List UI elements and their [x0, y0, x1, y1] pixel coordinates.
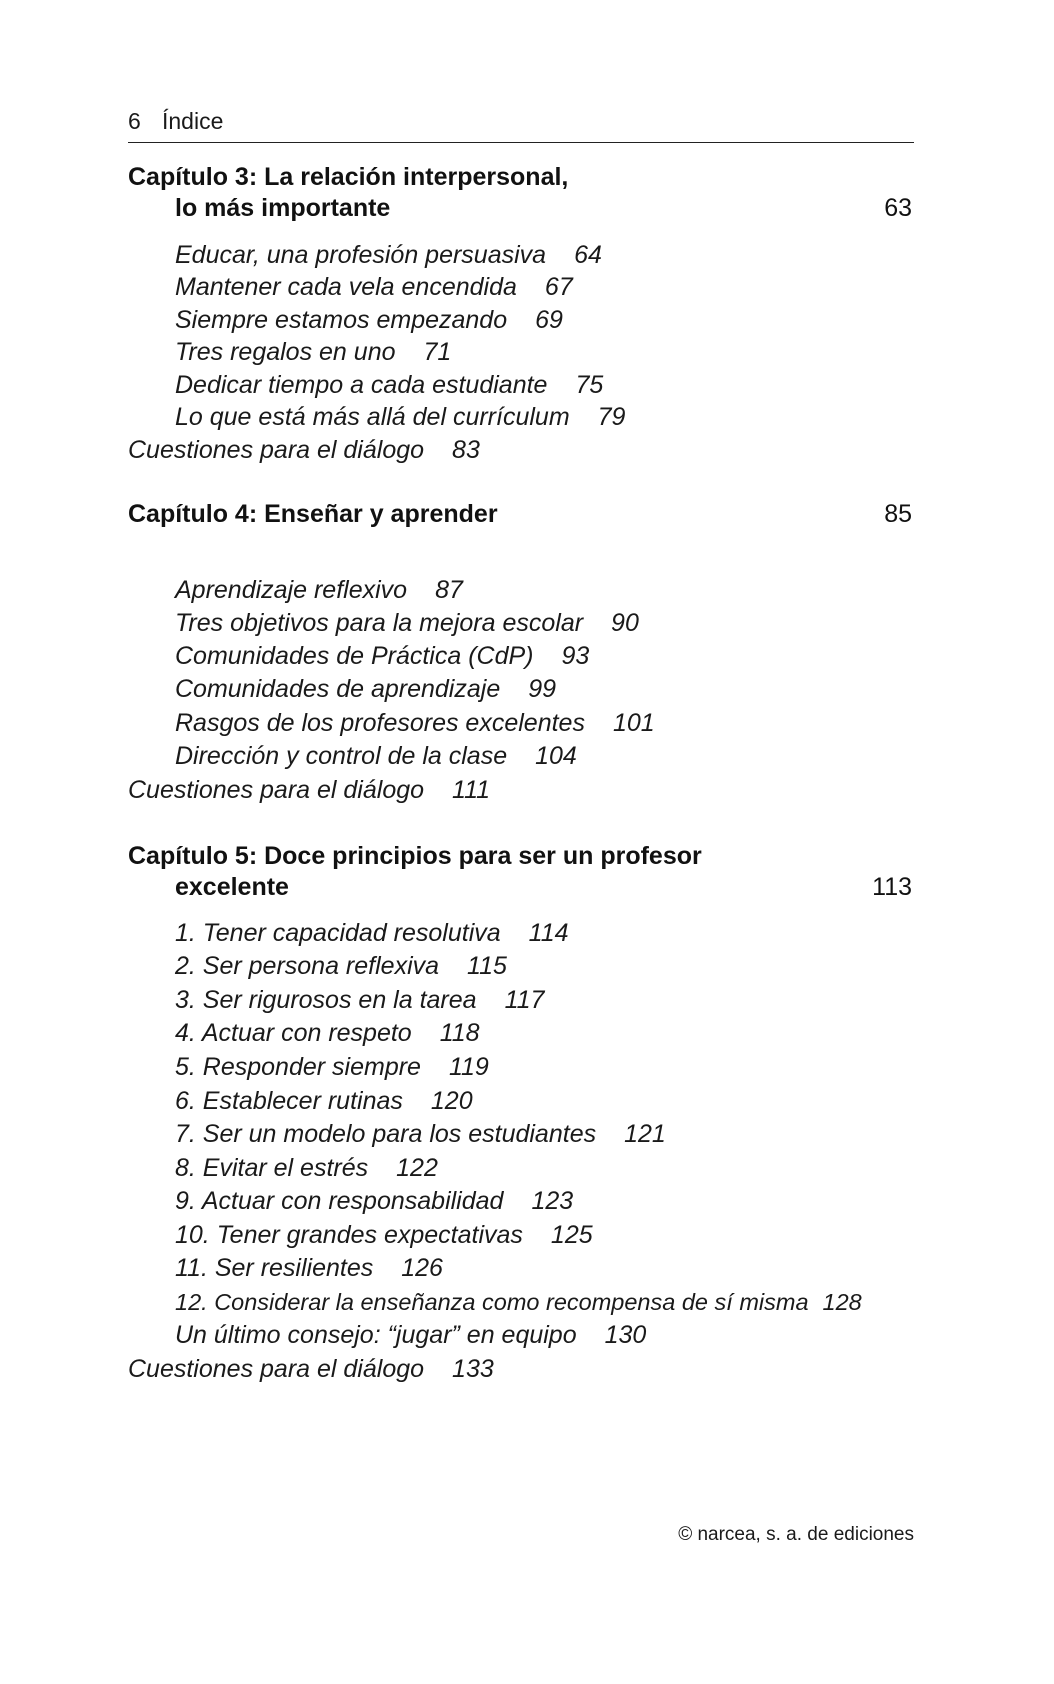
entry-text: Un último consejo: “jugar” en equipo [175, 1321, 577, 1349]
entry-page: 123 [531, 1187, 574, 1215]
entry-text: 7. Ser un modelo para los estudiantes [175, 1120, 597, 1148]
entry-text: 3. Ser rigurosos en la tarea [175, 986, 477, 1014]
toc-entry[interactable] [175, 368, 603, 402]
entry-page: 69 [535, 306, 563, 334]
entry-page: 117 [504, 986, 545, 1014]
toc-entry[interactable] [175, 335, 451, 369]
toc-entry[interactable] [175, 1016, 480, 1050]
entry-text: Comunidades de Práctica (CdP) [175, 642, 534, 670]
chapter-page: 85 [884, 500, 912, 528]
entry-page: 90 [611, 609, 639, 637]
entry-text: 11. Ser resilientes [175, 1254, 374, 1282]
entry-page: 126 [401, 1254, 443, 1282]
chapter-page: 113 [872, 873, 912, 901]
entry-text: Tres objetivos para la mejora escolar [175, 609, 584, 637]
chapter-5-heading[interactable] [128, 841, 916, 903]
entry-text: Tres regalos en uno [175, 338, 396, 366]
entry-page: 104 [535, 742, 577, 770]
entry-page: 121 [624, 1120, 666, 1148]
entry-page: 64 [574, 241, 602, 269]
entry-text: 4. Actuar con respeto [175, 1019, 412, 1047]
entry-page: 130 [604, 1321, 647, 1349]
entry-text: Lo que está más allá del currículum [175, 403, 570, 431]
toc-entry[interactable] [175, 400, 625, 434]
toc-entry[interactable] [175, 1184, 573, 1218]
entry-page: 120 [430, 1087, 473, 1115]
entry-page: 125 [550, 1221, 593, 1249]
entry-page: 75 [575, 371, 604, 399]
entry-text: 9. Actuar con responsabilidad [175, 1187, 504, 1215]
entry-page: 133 [452, 1355, 494, 1383]
entry-page: 83 [452, 436, 480, 464]
entry-text: Educar, una profesión persuasiva [175, 241, 547, 269]
entry-text: Siempre estamos empezando [175, 306, 508, 334]
chapter-3-heading[interactable] [128, 162, 916, 224]
chapter-title-line1: Capítulo 3: La relación interpersonal, [128, 163, 569, 191]
entry-text: Cuestiones para el diálogo [128, 776, 425, 804]
entry-text: Cuestiones para el diálogo [128, 436, 425, 464]
chapter-title-line1: Capítulo 5: Doce principios para ser un profesor [128, 842, 702, 870]
toc-questions-entry[interactable] [128, 433, 480, 467]
entry-page: 128 [822, 1289, 862, 1315]
entry-text: 2. Ser persona reflexiva [175, 952, 440, 980]
entry-page: 111 [452, 776, 491, 804]
chapter-title-line2: lo más importante [175, 194, 391, 222]
toc-entry[interactable] [175, 1151, 438, 1185]
toc-entry[interactable] [175, 1251, 443, 1285]
toc-entry[interactable] [175, 1318, 646, 1352]
toc-entry[interactable] [175, 1218, 593, 1252]
entry-text: Mantener cada vela encendida [175, 273, 517, 301]
entry-page: 118 [439, 1019, 480, 1047]
toc-entry[interactable] [175, 573, 463, 607]
entry-page: 71 [423, 338, 452, 366]
toc-entry[interactable] [175, 916, 569, 950]
entry-page: 114 [528, 919, 569, 947]
toc-entry[interactable] [175, 706, 655, 740]
toc-entry[interactable] [175, 1050, 489, 1084]
header-rule [128, 142, 914, 143]
entry-text: Dedicar tiempo a cada estudiante [175, 371, 548, 399]
toc-entry[interactable] [175, 1117, 666, 1151]
entry-text: 6. Establecer rutinas [175, 1087, 403, 1115]
entry-text: 5. Responder siempre [175, 1053, 421, 1081]
toc-entry[interactable] [175, 949, 507, 983]
entry-text: Aprendizaje reflexivo [175, 576, 408, 604]
entry-page: 115 [467, 952, 507, 980]
chapter-4-heading[interactable] [128, 499, 916, 530]
entry-page: 67 [544, 273, 573, 301]
chapter-title-line1: Capítulo 4: Enseñar y aprender [128, 500, 498, 528]
entry-page: 122 [396, 1154, 438, 1182]
toc-entry[interactable] [175, 672, 556, 706]
entry-page: 93 [561, 642, 590, 670]
entry-page: 101 [612, 709, 655, 737]
entry-text: Comunidades de aprendizaje [175, 675, 501, 703]
toc-entry[interactable] [175, 639, 589, 673]
running-head [128, 106, 914, 136]
entry-text: Dirección y control de la clase [175, 742, 508, 770]
toc-questions-entry[interactable] [128, 773, 490, 807]
chapter-page: 63 [884, 194, 912, 222]
entry-text: 12. Considerar la enseñanza como recompensa de sí misma [175, 1289, 809, 1315]
toc-entry[interactable] [175, 1285, 862, 1319]
toc-entry[interactable] [175, 983, 544, 1017]
chapter-title-line2: excelente [175, 873, 289, 901]
entry-page: 87 [435, 576, 463, 604]
toc-entry[interactable] [175, 270, 573, 304]
entry-text: 1. Tener capacidad resolutiva [175, 919, 501, 947]
entry-page: 79 [597, 403, 626, 431]
entry-page: 99 [528, 675, 557, 703]
entry-text: Rasgos de los profesores excelentes [175, 709, 585, 737]
toc-entry[interactable] [175, 606, 639, 640]
toc-entry[interactable] [175, 238, 602, 272]
entry-text: 8. Evitar el estrés [175, 1154, 369, 1182]
toc-questions-entry[interactable] [128, 1352, 494, 1386]
section-title: Índice [162, 108, 224, 134]
page-number: 6 [128, 108, 141, 134]
toc-entry[interactable] [175, 739, 577, 773]
toc-entry[interactable] [175, 303, 563, 337]
entry-text: Cuestiones para el diálogo [128, 1355, 425, 1383]
entry-page: 119 [448, 1053, 489, 1081]
entry-text: 10. Tener grandes expectativas [175, 1221, 523, 1249]
toc-entry[interactable] [175, 1084, 473, 1118]
copyright-footer: © narcea, s. a. de ediciones [678, 1524, 914, 1545]
